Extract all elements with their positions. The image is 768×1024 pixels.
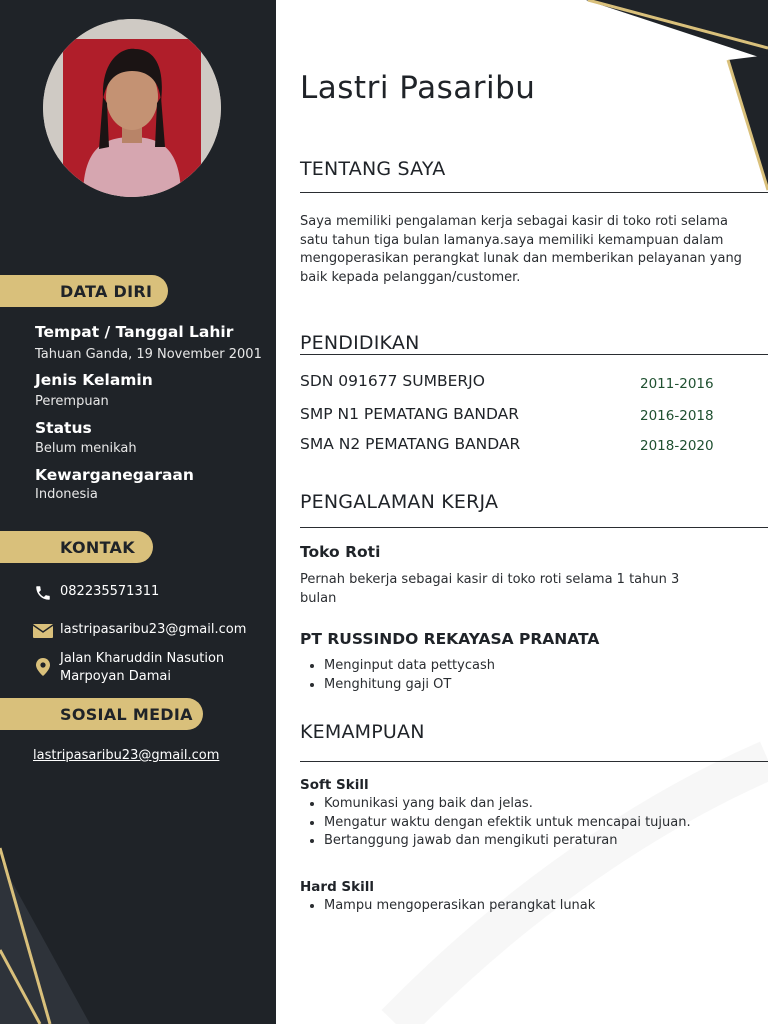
gender-label: Jenis Kelamin: [35, 371, 153, 389]
status-label: Status: [35, 419, 92, 437]
gender-value: Perempuan: [35, 394, 109, 409]
full-name: Lastri Pasaribu: [300, 70, 536, 106]
status-value: Belum menikah: [35, 441, 137, 456]
job-title: PT RUSSINDO REKAYASA PRANATA: [300, 630, 600, 648]
section-kontak: [0, 531, 153, 563]
list-item: • Mengatur waktu dengan efektik untuk mencapai tujuan.: [324, 814, 691, 833]
list-item: • Komunikasi yang baik dan jelas.: [324, 795, 691, 814]
email-row: [33, 622, 246, 640]
list-item: • Menghitung gaji OT: [324, 676, 495, 695]
address-line-1: Jalan Kharuddin Nasution: [60, 651, 225, 666]
sidebar: [0, 0, 276, 1024]
section-data-diri: [0, 275, 168, 307]
kontak-title: KONTAK: [60, 537, 135, 557]
about-line: mengoperasikan perangkat lunak dan memberikan pelayanan yang: [300, 251, 742, 266]
list-item: • Mampu mengoperasikan perangkat lunak: [324, 897, 595, 916]
education-divider: [300, 354, 768, 355]
email-address[interactable]: lastripasaribu23@gmail.com: [60, 622, 247, 637]
citizenship-label: Kewarganegaraan: [35, 466, 194, 484]
about-line: baik kepada pelanggan/customer.: [300, 269, 521, 285]
about-line: Saya memiliki pengalaman kerja sebagai kasir di toko roti selama: [300, 214, 728, 229]
about-heading: TENTANG SAYA: [300, 158, 446, 180]
address-text: [60, 650, 224, 686]
location-pin-icon: [33, 658, 53, 676]
about-line: satu tahun tiga bulan lamanya.saya memiliki kemampuan dalam: [300, 232, 724, 248]
education-years: 2011-2016: [640, 376, 714, 392]
sosial-media-title: SOSIAL MEDIA: [60, 704, 193, 724]
citizenship-value: Indonesia: [35, 487, 98, 502]
experience-heading: PENGALAMAN KERJA: [300, 491, 499, 513]
soft-skill-list: [300, 795, 691, 851]
about-text: [300, 213, 755, 287]
job-description: [300, 571, 700, 608]
phone-row: [33, 584, 159, 602]
hard-skill-title: Hard Skill: [300, 879, 375, 895]
education-years: 2018-2020: [640, 438, 714, 454]
section-sosial-media: [0, 698, 203, 730]
social-media-link[interactable]: lastripasaribu23@gmail.com: [33, 748, 220, 763]
list-item: • Bertanggung jawab dan mengikuti peraturan: [324, 832, 691, 851]
phone-icon: [33, 584, 53, 602]
birth-value: Tahuan Ganda, 19 November 2001: [35, 347, 262, 362]
birth-label: Tempat / Tanggal Lahir: [35, 323, 234, 341]
job-duties-list: [300, 657, 495, 694]
skills-heading: KEMAMPUAN: [300, 721, 425, 743]
about-divider: [300, 192, 768, 193]
mail-icon: [33, 622, 53, 640]
skills-divider: [300, 761, 768, 762]
education-school: SMA N2 PEMATANG BANDAR: [300, 435, 521, 453]
education-heading: PENDIDIKAN: [300, 332, 420, 354]
soft-skill-title: Soft Skill: [300, 777, 369, 793]
job-title: Toko Roti: [300, 543, 381, 561]
experience-divider: [300, 527, 768, 528]
job-desc-line: bulan: [300, 590, 337, 606]
address-line-2: Marpoyan Damai: [60, 669, 171, 684]
education-years: 2016-2018: [640, 408, 714, 424]
hard-skill-list: [300, 897, 595, 916]
main-content: [276, 0, 768, 1024]
education-school: SDN 091677 SUMBERJO: [300, 372, 485, 390]
phone-number[interactable]: 082235571311: [60, 584, 160, 599]
list-item: • Menginput data pettycash: [324, 657, 495, 676]
job-desc-line: Pernah bekerja sebagai kasir di toko roti selama 1 tahun 3: [300, 572, 680, 587]
address-row: [33, 650, 224, 686]
education-school: SMP N1 PEMATANG BANDAR: [300, 405, 520, 423]
profile-photo: [43, 19, 221, 197]
data-diri-title: DATA DIRI: [60, 281, 153, 301]
